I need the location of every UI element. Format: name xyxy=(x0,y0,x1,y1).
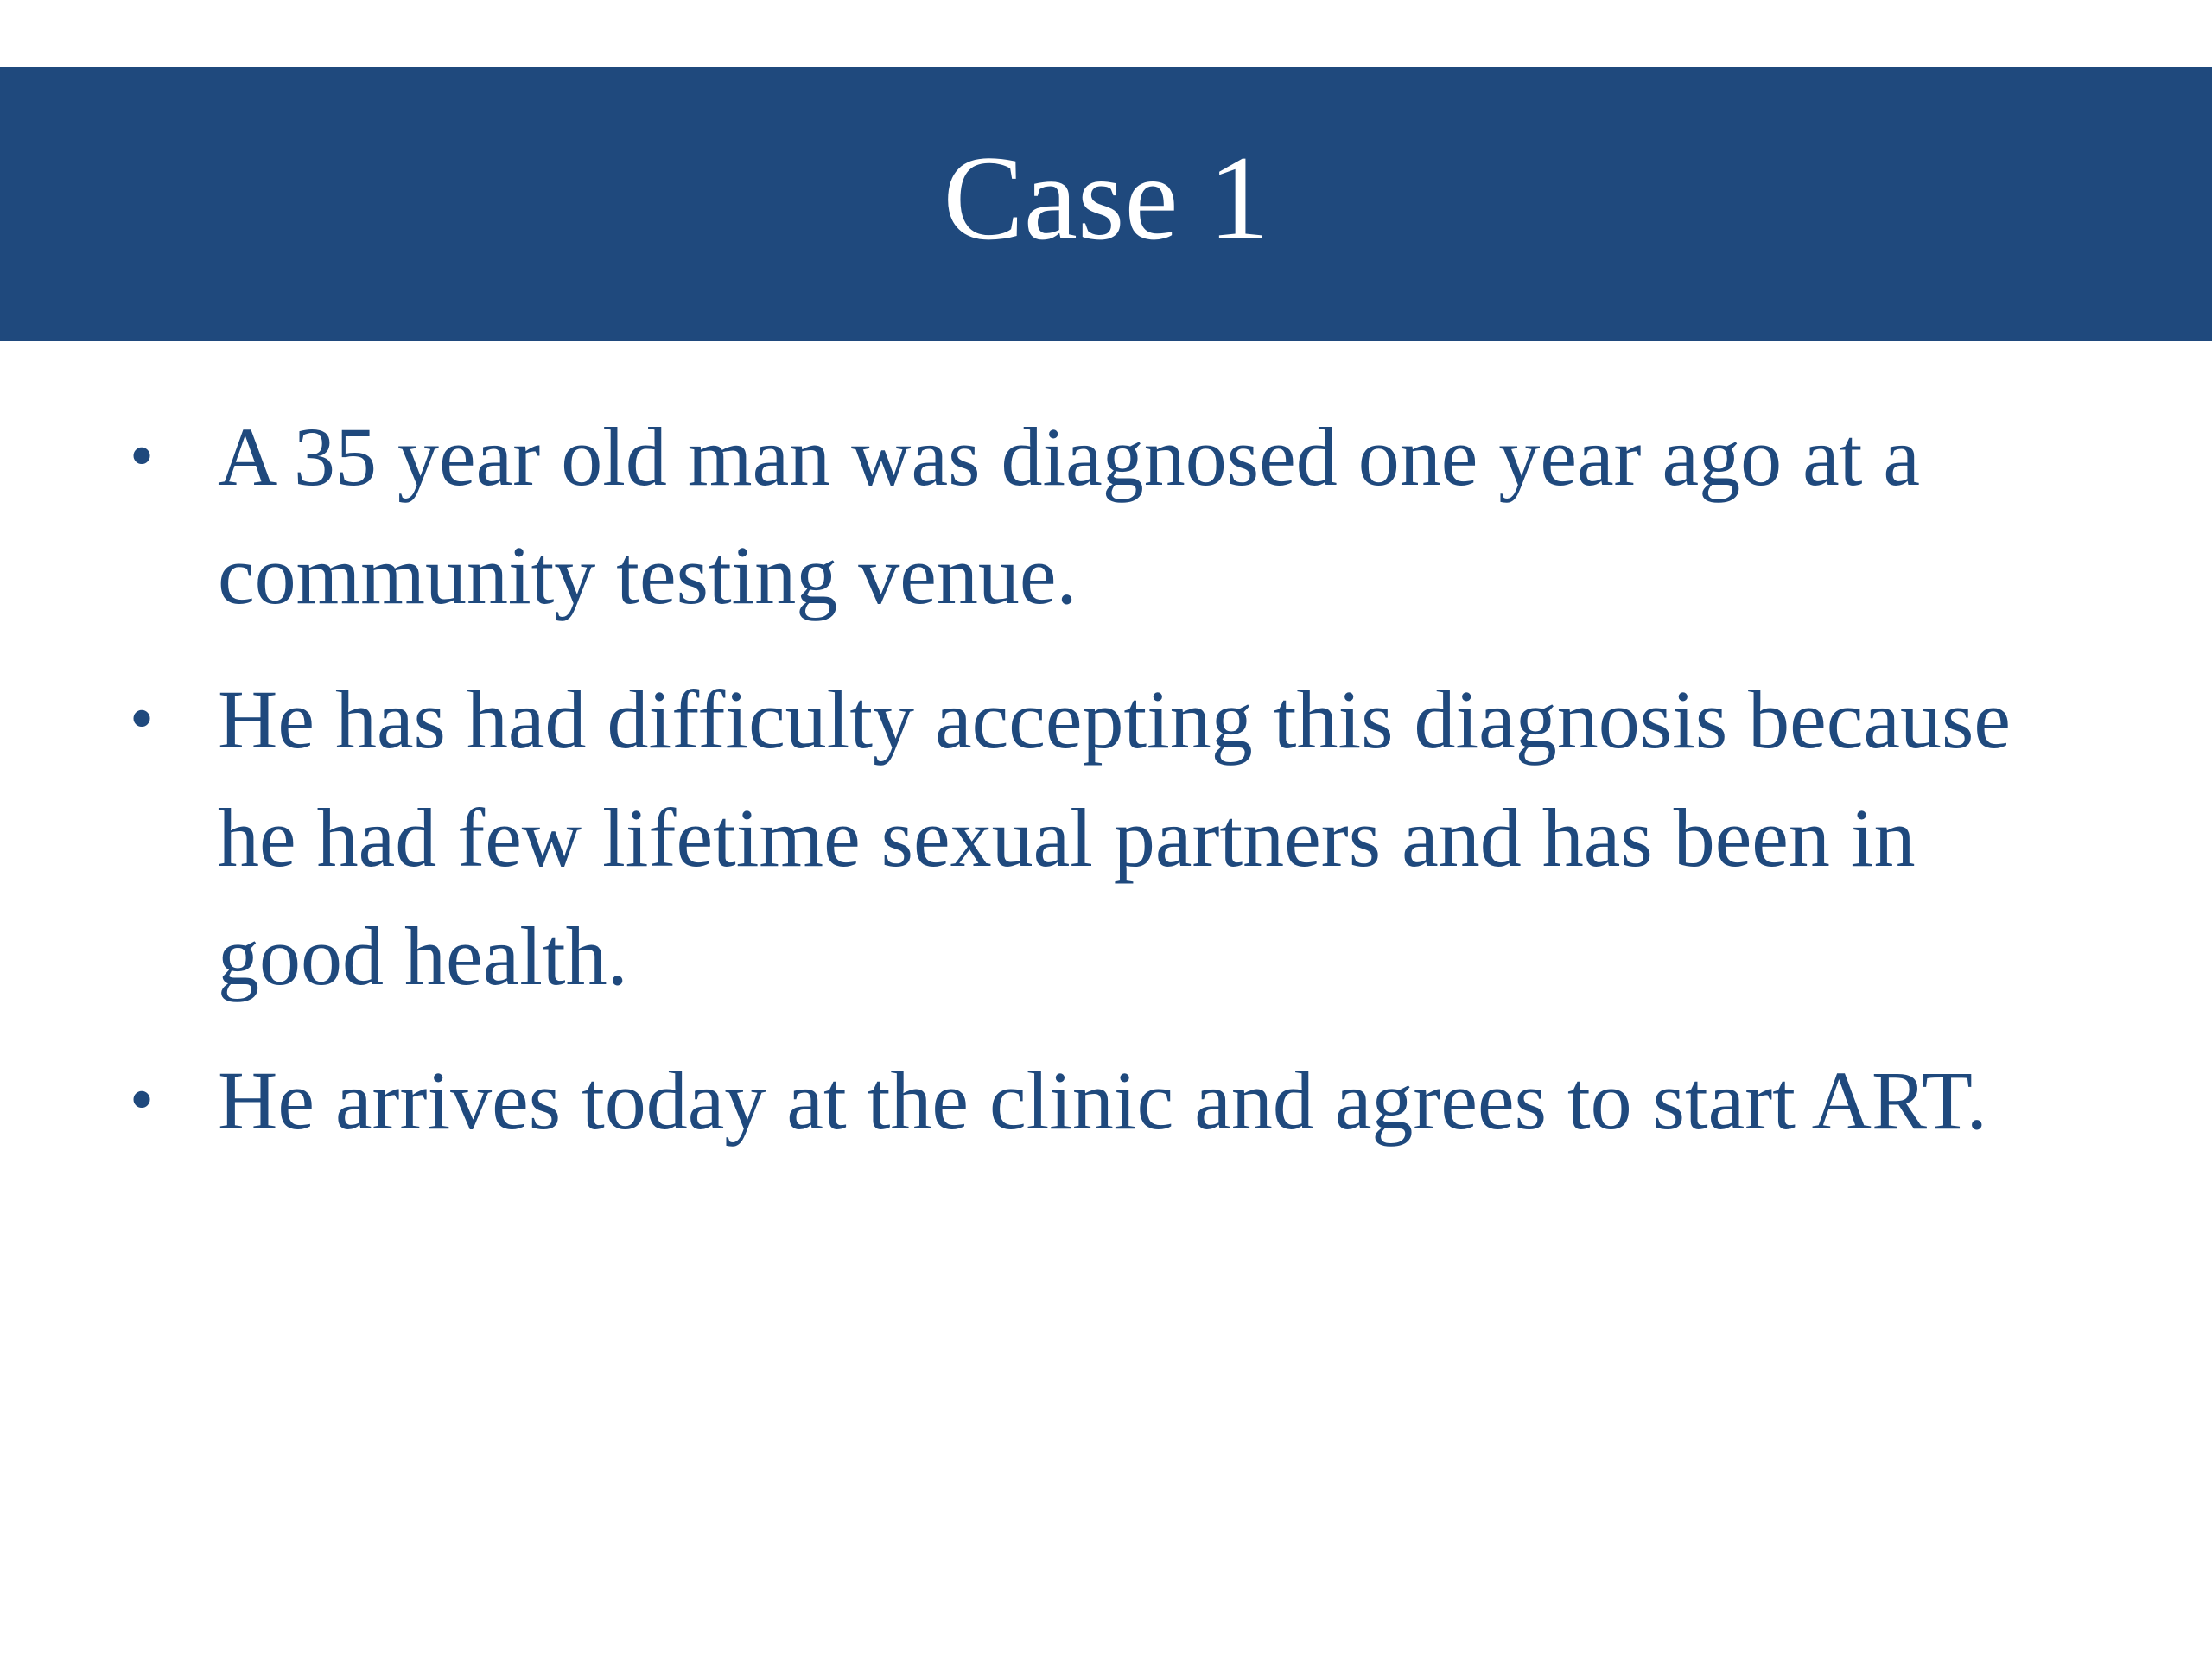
bullet-list xyxy=(130,397,2082,1185)
slide-title: Case 1 xyxy=(943,131,1269,265)
bullet-item xyxy=(130,1041,2082,1160)
bullet-dot-icon: • xyxy=(130,681,155,757)
bullet-text: A 35 year old man was diagnosed one year ago at a community testing venue. xyxy=(218,410,1921,621)
bullet-item xyxy=(130,660,2082,1015)
bullet-text: He has had difficulty accepting this diagnosis because he had few lifetime sexual partners and has been in good health. xyxy=(218,673,2011,1002)
title-bar xyxy=(0,67,2212,341)
bullet-text: He arrives today at the clinic and agrees to start ART. xyxy=(218,1054,1987,1147)
bullet-dot-icon: • xyxy=(130,1062,155,1138)
bullet-item xyxy=(130,397,2082,634)
bullet-dot-icon: • xyxy=(130,418,155,494)
